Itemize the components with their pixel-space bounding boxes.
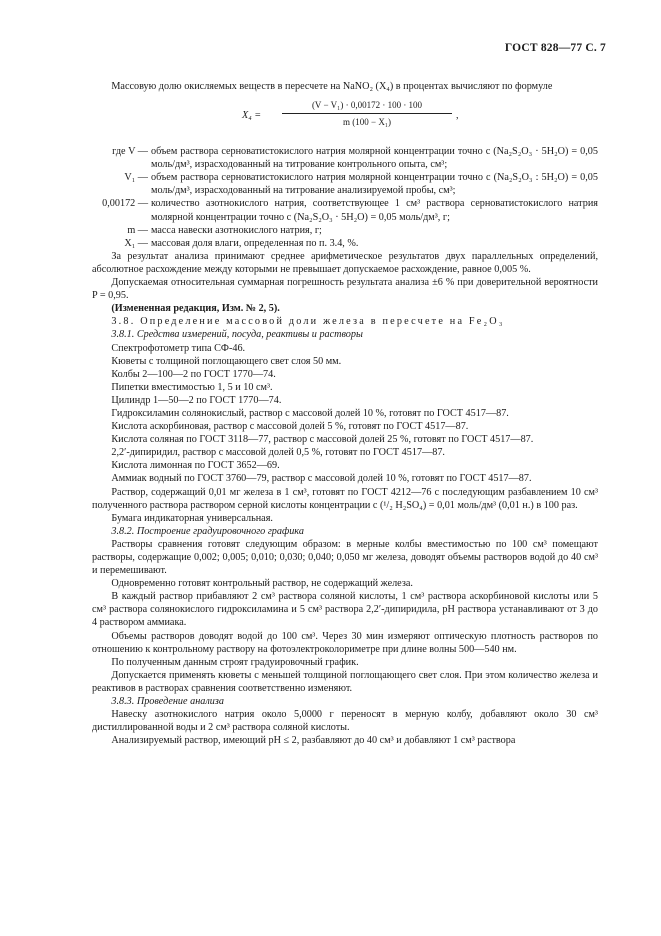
formula-tail: ,: [456, 110, 459, 122]
formula-x4: [242, 99, 598, 135]
page-header: ГОСТ 828—77 С. 7: [504, 42, 606, 54]
definition-item: [28, 145, 598, 171]
definition-desc: масса навески азотнокислого натрия, г;: [151, 224, 322, 236]
subsection-heading-3-8-2: 3.8.2. Построение градуировочного графика: [111, 525, 304, 537]
definition-term: 0,00172 —: [102, 198, 148, 210]
formula-lhs: X₄ =: [242, 110, 262, 122]
definition-item: [28, 197, 598, 223]
page-content: [92, 80, 598, 747]
list-item: 2,2′-дипиридил, раствор с массовой долей 0,5 %, готовят по ГОСТ 4517—87.: [111, 447, 445, 459]
list-item: Пипетки вместимостью 1, 5 и 10 см³.: [111, 381, 273, 393]
list-item: Бумага индикаторная универсальная.: [111, 512, 273, 524]
definition-desc: объем раствора серноватистокислого натрия молярной концентрации точно c (Na₂S₂O₃ · 5H₂O) = 0,05 моль/дм³, израсходованный на титрование контрольного опыта, см³;: [151, 146, 598, 171]
definition-item: [28, 171, 598, 197]
body-paragraph: Навеску азотнокислого натрия около 5,0000 г переносят в мерную колбу, добавляют около 30 см³ дистиллированной воды и 2 см³ раствора соляной кислоты.: [92, 709, 598, 734]
list-item: Спектрофотометр типа СФ-46.: [111, 342, 246, 354]
list-item: Кислота соляная по ГОСТ 3118—77, раствор с массовой долей 25 %, готовят по ГОСТ 4517—87.: [111, 434, 534, 446]
definition-desc: массовая доля влаги, определенная по п. 3.4, %.: [151, 237, 359, 249]
paragraph-error: Допускаемая относительная суммарная погрешность результата анализа ±6 % при доверительной вероятности P = 0,95.: [92, 277, 598, 302]
body-paragraph: Допускается применять кюветы с меньшей толщиной поглощающего свет слоя. При этом количество железа и реактивов в растворах сравнения соответственно изменяют.: [92, 669, 598, 694]
definitions-list: [28, 145, 598, 250]
body-paragraph: В каждый раствор прибавляют 2 см³ раствора соляной кислоты, 1 см³ раствора аскорбиновой кислоты или 5 см³ раствора солянокислого гидроксиламина и 5 см³ раствора 2,2′-дипиридила, pH раствора устанавливают от 3 до 4 раствором аммиака.: [92, 591, 598, 629]
amendment-note: (Измененная редакция, Изм. № 2, 5).: [111, 303, 280, 315]
list-item: Гидроксиламин солянокислый, раствор с массовой долей 10 %, готовят по ГОСТ 4517—87.: [111, 407, 509, 419]
definition-term: V₁ —: [124, 172, 148, 184]
subsection-heading-3-8-1: 3.8.1. Средства измерений, посуда, реактивы и растворы: [111, 329, 363, 341]
definition-item: [28, 237, 598, 250]
definition-term: m —: [127, 224, 148, 236]
fraction-bar: [282, 113, 452, 114]
body-paragraph: Растворы сравнения готовят следующим образом: в мерные колбы вместимостью по 100 см³ помещают растворы, содержащие 0,002; 0,005; 0,010; 0,030; 0,040; 0,050 мг железа, доводят объемы растворов водой до 40 см³ и перемешивают.: [92, 538, 598, 577]
formula-denominator: m (100 − X₁): [343, 117, 391, 128]
definition-term: где V —: [112, 146, 148, 158]
list-item: Кюветы с толщиной поглощающего свет слоя 50 мм.: [111, 355, 342, 367]
list-item: Цилиндр 1—50—2 по ГОСТ 1770—74.: [111, 394, 282, 406]
list-item: Аммиак водный по ГОСТ 3760—79, раствор с массовой долей 10 %, готовят по ГОСТ 4517—87.: [111, 473, 532, 485]
definition-item: [28, 224, 598, 237]
list-item: Колбы 2—100—2 по ГОСТ 1770—74.: [111, 368, 276, 380]
body-paragraph: Анализируемый раствор, имеющий pH ≤ 2, разбавляют до 40 см³ и добавляют 1 см³ раствора: [111, 735, 516, 747]
list-item: Кислота лимонная по ГОСТ 3652—69.: [111, 460, 280, 472]
body-paragraph: По полученным данным строят градуировочный график.: [111, 656, 359, 668]
body-paragraph: Одновременно готовят контрольный раствор, не содержащий железа.: [111, 578, 413, 590]
body-paragraph: Объемы растворов доводят водой до 100 см³. Через 30 мин измеряют оптическую плотность растворов по отношению к контрольному раствору на фотоэлектроколориметре при длине волны 500—540 нм.: [92, 630, 598, 655]
definition-desc: объем раствора серноватистокислого натрия молярной концентрации точно c (Na₂S₂O₃ : 5H₂O) = 0,05 моль/дм³, израсходованный на титрование анализируемой пробы, см³;: [151, 172, 598, 197]
formula-numerator: (V − V₁) · 0,00172 · 100 · 100: [311, 100, 423, 111]
intro-paragraph: Массовую долю окисляемых веществ в пересчете на NaNO₂ (X₄) в процентах вычисляют по формуле: [111, 81, 553, 92]
subsection-heading-3-8-3: 3.8.3. Проведение анализа: [111, 696, 224, 708]
definition-desc: количество азотнокислого натрия, соответствующее 1 см³ раствора серноватистокислого натрия молярной концентрации точно c (Na₂S₂O₃ · 5H₂O) = 0,05 моль/дм³, г;: [151, 198, 598, 223]
section-heading-3-8: 3.8. Определение массовой доли железа в пересчете на Fe₂O₃: [111, 316, 505, 328]
definition-term: X₁ —: [124, 237, 148, 249]
list-item: Раствор, содержащий 0,01 мг железа в 1 см³, готовят по ГОСТ 4212—76 с последующим разбавлением 10 см³ полученного раствора раствором серной кислоты концентрации c (¹/₂ H₂SO₄) = 0,01 моль/дм³ (0,01 н.) в 100 раз.: [92, 486, 598, 511]
paragraph-result: За результат анализа принимают среднее арифметическое результатов двух параллельных определений, абсолютное расхождение между которыми не превышает допускаемое расхождение, равное 0,005 %.: [92, 250, 598, 275]
list-item: Кислота аскорбиновая, раствор с массовой долей 5 %, готовят по ГОСТ 4517—87.: [111, 421, 469, 433]
